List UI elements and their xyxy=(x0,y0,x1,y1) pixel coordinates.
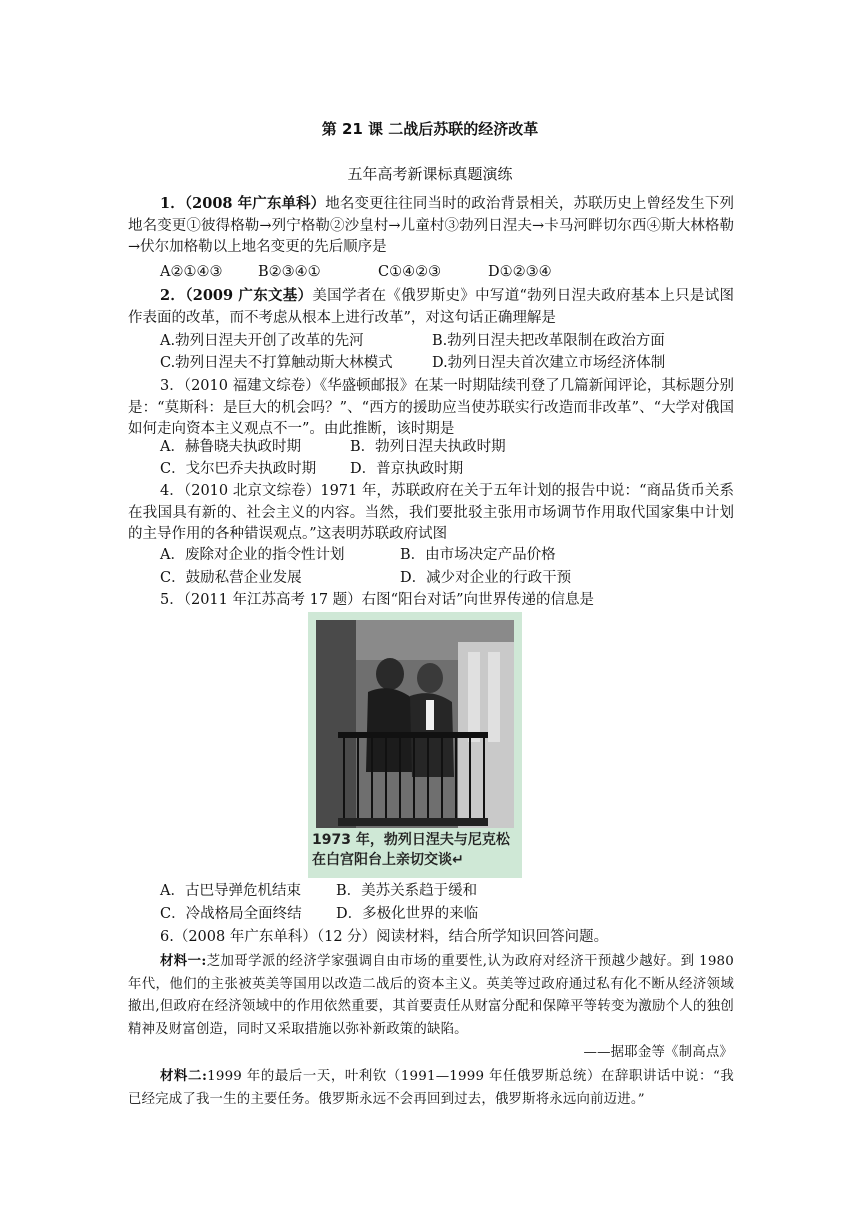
option-a: A.勃列日涅夫开创了改革的先河 xyxy=(160,333,364,349)
option-d: D.勃列日涅夫首次建立市场经济体制 xyxy=(432,355,666,371)
material-1-source: ——据耶金等《制高点》 xyxy=(583,1045,733,1060)
option-b: B②③④① xyxy=(258,264,321,280)
question-1-source: （2008 年广东单科） xyxy=(184,195,326,212)
option-a: A．古巴导弹危机结束 xyxy=(160,883,301,899)
material-1-text: 芝加哥学派的经济学家强调自由市场的重要性,认为政府对经济干预越少越好。到 1980 年代，他们的主张被英美等国用以改造二战后的资本主义。英美等过政府通过私有化不断从经济领域撤出,但政府在经济领域中的作用依然重要，其首要责任从财富分配和保障平等转变为激励个人的独创精神及财富创造，同时又采取措施以弥补新政策的缺陷。 xyxy=(128,954,734,1037)
photo-caption-line1: 1973 年，勃列日涅夫与尼克松 xyxy=(312,832,510,848)
photo-caption-line2: 在白宫阳台上亲切交谈↵ xyxy=(312,852,464,868)
question-5-options-row2 xyxy=(160,904,478,925)
question-3-options-row1 xyxy=(160,437,506,458)
option-d: D①②③④ xyxy=(488,264,552,280)
question-2-options-row1 xyxy=(160,331,665,352)
option-b: B．由市场决定产品价格 xyxy=(400,547,556,563)
question-1-stem xyxy=(128,193,734,259)
question-3-stem: 3．（2010 福建文综卷）《华盛顿邮报》在某一时期陆续刊登了几篇新闻评论，其标题分别是：“莫斯科：是巨大的机会吗？”、“西方的援助应当使苏联实行改造而非改革”、“大学对俄国如何走向资本主义观点不一”。由此推断，该时期是 xyxy=(128,378,734,438)
question-5-stem: 5．（2011 年江苏高考 17 题）右图“阳台对话”向世界传递的信息是 xyxy=(160,592,594,608)
material-1 xyxy=(128,950,734,1041)
option-c: C．鼓励私营企业发展 xyxy=(160,570,302,586)
question-2-text: 美国学者在《俄罗斯史》中写道“勃列日涅夫政府基本上只是试图作表面的改革，而不考虑从根本上进行改革”，对这句话正确理解是 xyxy=(128,288,734,326)
page-subtitle: 五年高考新课标真题演练 xyxy=(347,165,513,183)
material-1-label: 材料一: xyxy=(160,953,207,969)
material-2-label: 材料二: xyxy=(160,1068,208,1084)
option-d: D．多极化世界的来临 xyxy=(336,906,479,922)
question-1-number: 1． xyxy=(160,195,185,212)
option-a: A．废除对企业的指令性计划 xyxy=(160,547,345,563)
material-2 xyxy=(128,1065,734,1111)
question-2-number: 2． xyxy=(160,287,186,304)
option-c: C．冷战格局全面终结 xyxy=(160,906,302,922)
question-1-options xyxy=(160,262,552,283)
option-d: D．普京执政时期 xyxy=(350,461,464,477)
option-c: C.勃列日涅夫不打算触动斯大林模式 xyxy=(160,355,393,371)
question-4-options-row2 xyxy=(160,568,571,589)
option-b: B．美苏关系趋于缓和 xyxy=(336,883,478,899)
question-4-stem: 4．（2010 北京文综卷）1971 年，苏联政府在关于五年计划的报告中说：“商品货币关系在我国具有新的、社会主义的内容。当然，我们要批驳主张用市场调节作用取代国家集中计划的主导作用的各种错误观点。”这表明苏联政府试图 xyxy=(128,483,734,543)
material-2-text: 1999 年的最后一天，叶利钦（1991—1999 年任俄罗斯总统）在辞职讲话中说：“我已经完成了我一生的主要任务。俄罗斯永远不会再回到过去，俄罗斯将永远向前迈进。” xyxy=(128,1069,734,1107)
question-1-text: 地名变更往往同当时的政治背景相关，苏联历史上曾经发生下列地名变更①彼得格勒→列宁格勒②沙皇村→儿童村③勃列日涅夫→卡马河畔切尔西④斯大林格勒→伏尔加格勒以上地名变更的先后顺序是 xyxy=(128,196,734,256)
question-2-source: （2009 广东文基） xyxy=(185,287,313,304)
option-c: C．戈尔巴乔夫执政时期 xyxy=(160,461,317,477)
photo-caption xyxy=(312,830,522,870)
option-b: B.勃列日涅夫把改革限制在政治方面 xyxy=(432,333,665,349)
option-d: D．减少对企业的行政干预 xyxy=(400,570,572,586)
question-4-options-row1 xyxy=(160,545,556,566)
question-2-options-row2 xyxy=(160,353,665,374)
option-c: C①④②③ xyxy=(378,264,442,280)
option-b: B．勃列日涅夫执政时期 xyxy=(350,439,506,455)
balcony-photo xyxy=(308,612,522,878)
question-6-stem: 6.（2008 年广东单科）（12 分）阅读材料，结合所学知识回答问题。 xyxy=(160,929,609,945)
page-title: 第 21 课 二战后苏联的经济改革 xyxy=(321,120,539,138)
option-a: A②①④③ xyxy=(160,264,223,280)
option-a: A．赫鲁晓夫执政时期 xyxy=(160,439,301,455)
question-2-stem xyxy=(128,285,734,329)
question-3-options-row2 xyxy=(160,459,463,480)
question-5-options-row1 xyxy=(160,881,477,902)
